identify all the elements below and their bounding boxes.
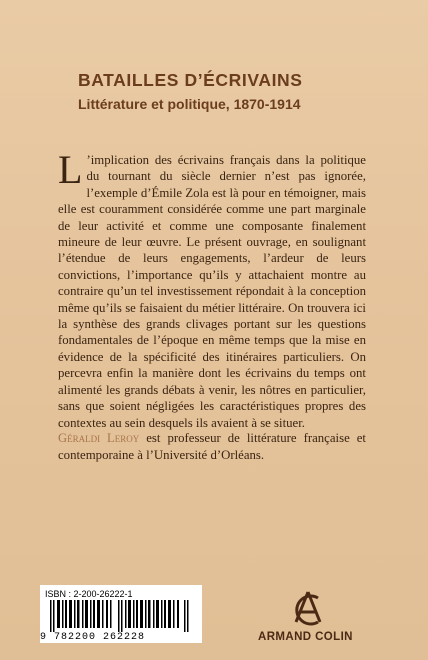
author-name: Géraldi Leroy	[58, 431, 140, 445]
blurb-paragraph	[58, 147, 366, 431]
publisher-name: ARMAND COLIN	[258, 631, 353, 643]
blurb-text: ’implication des écrivains français dans la politique du tournant du siècle dernier n’est pas ignorée, l’exemple d’Émile Zola est là pour en témoigner, mais elle est couramment considérée comme une part marginale de leur activité et comme une composante finalement mineure de leur œuvre. Le présent ouvrage, en soulignant l’étendue de leurs engagements, l’ardeur de leurs convictions, l’importance qu’ils y attachaient montre au contraire qu’un tel investissement répondait à la conception même qu’ils se faisaient du métier littéraire. On trouvera ici la synthèse des grands clivages portant sur les questions fondamentales de l’époque en même temps que la mise en évidence de la spécificité des itinéraires particuliers. On percevra enfin la manière dont les écrivains du temps ont alimenté les grands débats à venir, les nôtres en particulier, sans que soient négligées les caractéristiques propres des contextes au sein desquels ils avaient à se situer.	[58, 153, 366, 430]
barcode-icon	[50, 600, 192, 632]
author-bio: est professeur de littérature française et contemporaine à l’Université d’Orléans.	[58, 431, 366, 462]
drop-cap: L	[58, 147, 83, 192]
book-subtitle: Littérature et politique, 1870-1914	[78, 96, 301, 112]
barcode-number: 9 782200 262228	[40, 632, 146, 643]
author-note	[58, 430, 366, 464]
isbn-label: ISBN : 2-200-26222-1	[45, 589, 133, 599]
armand-colin-ac-logo-icon	[286, 588, 330, 628]
book-title: BATAILLES D’ÉCRIVAINS	[78, 70, 303, 90]
